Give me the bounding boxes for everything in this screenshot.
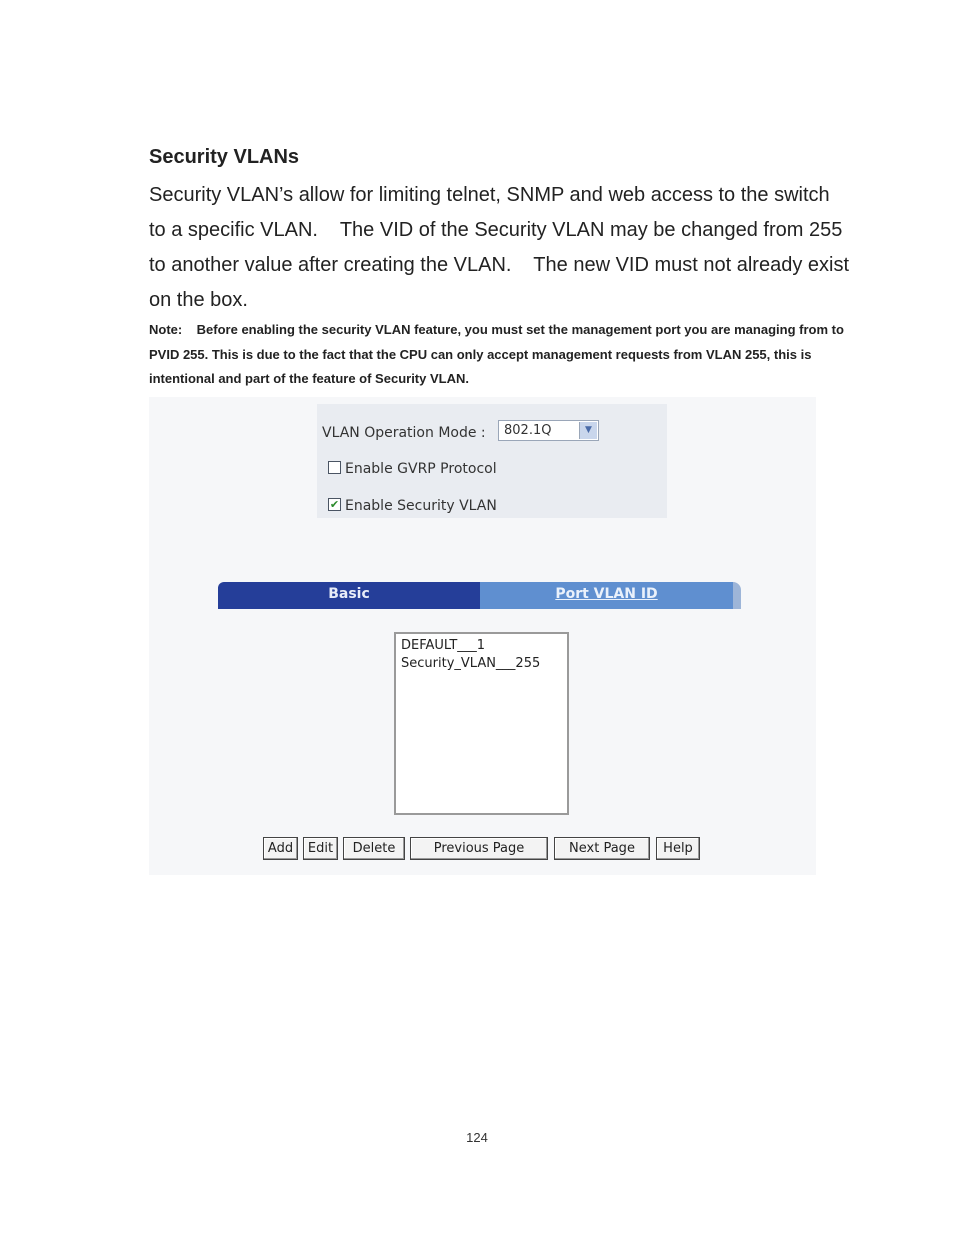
button-bar	[149, 837, 816, 861]
body-paragraph: Security VLAN’s allow for limiting telnet, SNMP and web access to the switch to a specific VLAN. The VID of the Security VLAN may be changed from 255 to another value after creating the VLAN. The new VID must not already exist on the box.	[149, 184, 855, 311]
security-vlan-row[interactable]	[328, 498, 497, 514]
vlan-operation-mode-select[interactable]	[498, 420, 599, 441]
previous-page-button[interactable]: Previous Page	[410, 837, 548, 860]
list-item[interactable]: DEFAULT___1	[401, 638, 486, 653]
list-item[interactable]: Security_VLAN___255	[401, 656, 541, 671]
vlan-operation-mode-value: 802.1Q	[504, 423, 552, 438]
add-button[interactable]: Add	[263, 837, 298, 860]
note-paragraph: Note: Before enabling the security VLAN feature, you must set the management port you are managing from to PVID 255. This is due to the fact that the CPU can only accept management requests from VLAN 255, this is intentional and part of the feature of Security VLAN.	[149, 322, 848, 386]
vlan-operation-mode-label: VLAN Operation Mode :	[322, 425, 486, 441]
tab-port-vlan-id[interactable]: Port VLAN ID	[480, 582, 733, 609]
gvrp-checkbox[interactable]	[328, 461, 341, 474]
security-vlan-label: Enable Security VLAN	[345, 498, 497, 514]
vlan-listbox[interactable]	[394, 632, 569, 815]
next-page-button[interactable]: Next Page	[554, 837, 650, 860]
tab-bar-edge	[733, 582, 741, 609]
page-number: 124	[466, 1130, 488, 1145]
gvrp-label: Enable GVRP Protocol	[345, 461, 497, 477]
help-button[interactable]: Help	[656, 837, 700, 860]
chevron-down-icon[interactable]: ▼	[579, 422, 597, 439]
vlan-mode-panel	[317, 404, 667, 518]
tab-basic[interactable]: Basic	[218, 582, 480, 609]
edit-button[interactable]: Edit	[303, 837, 338, 860]
vlan-tabs	[218, 582, 741, 609]
vlan-settings-screenshot	[149, 397, 816, 875]
delete-button[interactable]: Delete	[343, 837, 405, 860]
gvrp-row[interactable]	[328, 461, 497, 477]
section-heading: Security VLANs	[149, 146, 300, 168]
security-vlan-checkbox[interactable]: ✔	[329, 497, 340, 511]
